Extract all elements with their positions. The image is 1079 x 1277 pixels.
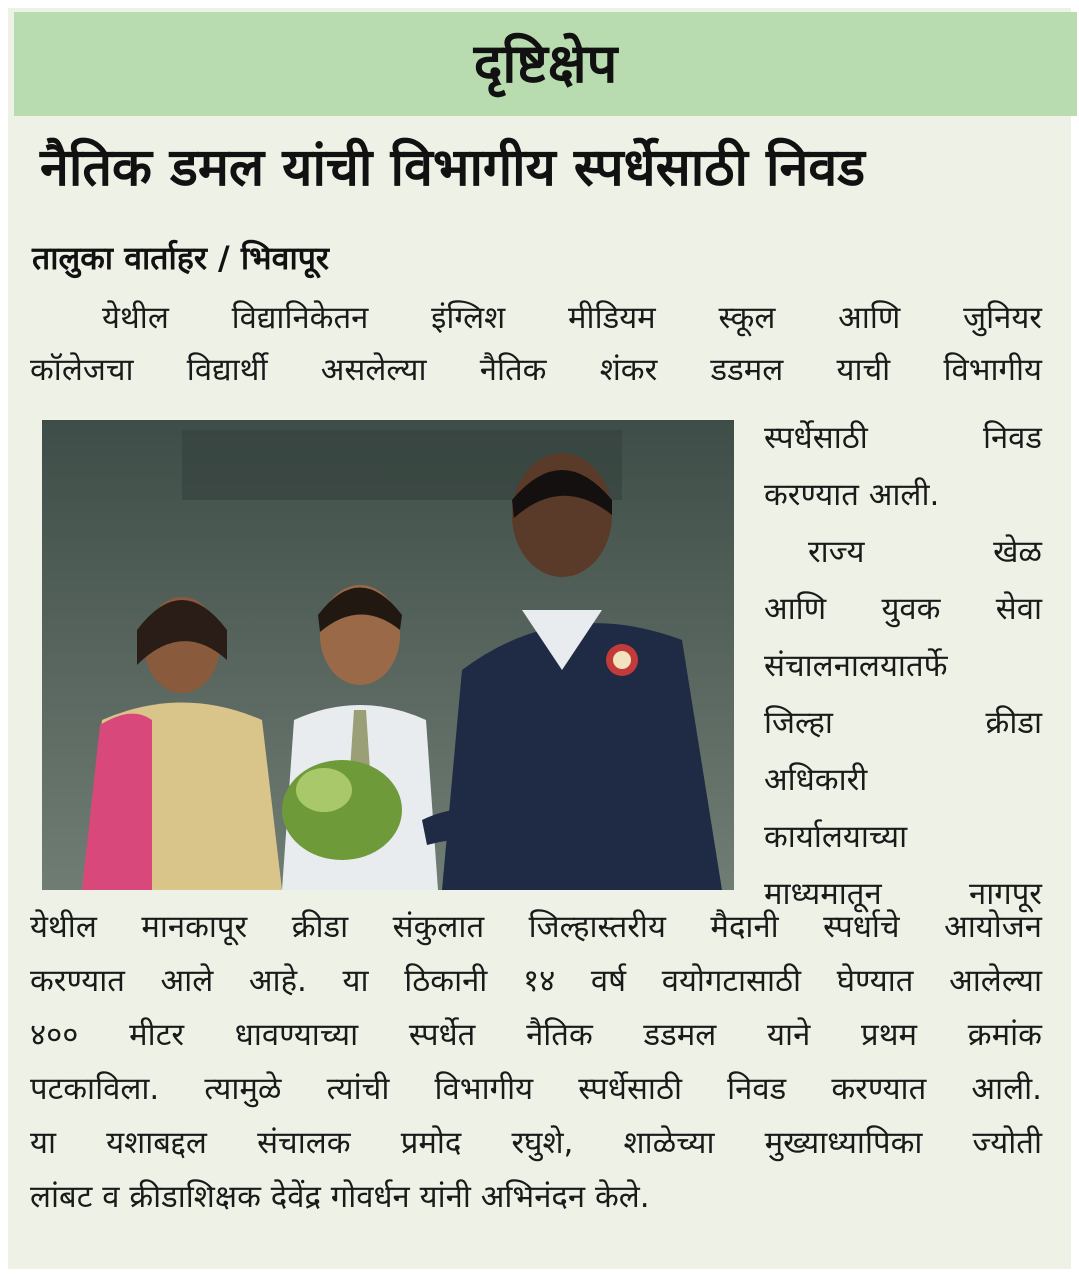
- article-byline: तालुका वार्ताहर / भिवापूर: [32, 239, 330, 277]
- text-line: माध्यमातून नागपूर: [764, 876, 1042, 912]
- text-line: अधिकारी: [764, 762, 868, 798]
- section-title: दृष्टिक्षेप: [473, 32, 618, 95]
- text-line: संचालनालयातर्फे: [764, 648, 948, 684]
- text-line: कार्यालयाच्या: [764, 819, 908, 855]
- text-line: कॉलेजचा विद्यार्थी असलेल्या नैतिक शंकर डडमल याची विभागीय: [30, 352, 1042, 388]
- text-line: करण्यात आले आहे. या ठिकानी १४ वर्ष वयोगटासाठी घेण्यात आलेल्या: [30, 963, 1042, 999]
- text-line: येथील मानकापूर क्रीडा संकुलात जिल्हास्तरीय मैदानी स्पर्धाचे आयोजन: [30, 909, 1042, 945]
- lead-paragraph: [30, 292, 1042, 396]
- text-line: आणि युवक सेवा: [764, 591, 1042, 627]
- article-headline: नैतिक डमल यांची विभागीय स्पर्धेसाठी निवड: [40, 138, 866, 198]
- text-line: ४०० मीटर धावण्याच्या स्पर्धेत नैतिक डडमल याने प्रथम क्रमांक: [30, 1017, 1042, 1053]
- article-photo: [42, 420, 734, 890]
- text-line: लांबट व क्रीडाशिक्षक देवेंद्र गोवर्धन यांनी अभिनंदन केले.: [30, 1179, 650, 1215]
- text-line: करण्यात आली.: [764, 477, 940, 513]
- body-paragraph: [30, 900, 1042, 1224]
- text-line: येथील विद्यानिकेतन इंग्लिश मीडियम स्कूल आणि जुनियर: [102, 300, 1042, 336]
- text-line: पटकाविला. त्यामुळे त्यांची विभागीय स्पर्धेसाठी निवड करण्यात आली.: [30, 1071, 1042, 1107]
- text-line: राज्य खेळ: [808, 534, 1042, 570]
- section-banner: [14, 12, 1077, 116]
- text-line: या यशाबद्दल संचालक प्रमोद रघुशे, शाळेच्या मुख्याध्यापिका ज्योती: [30, 1125, 1042, 1161]
- side-column: [764, 410, 1042, 923]
- text-line: जिल्हा क्रीडा: [764, 705, 1042, 741]
- photo-illustration: [42, 420, 734, 890]
- text-line: स्पर्धेसाठी निवड: [764, 420, 1042, 456]
